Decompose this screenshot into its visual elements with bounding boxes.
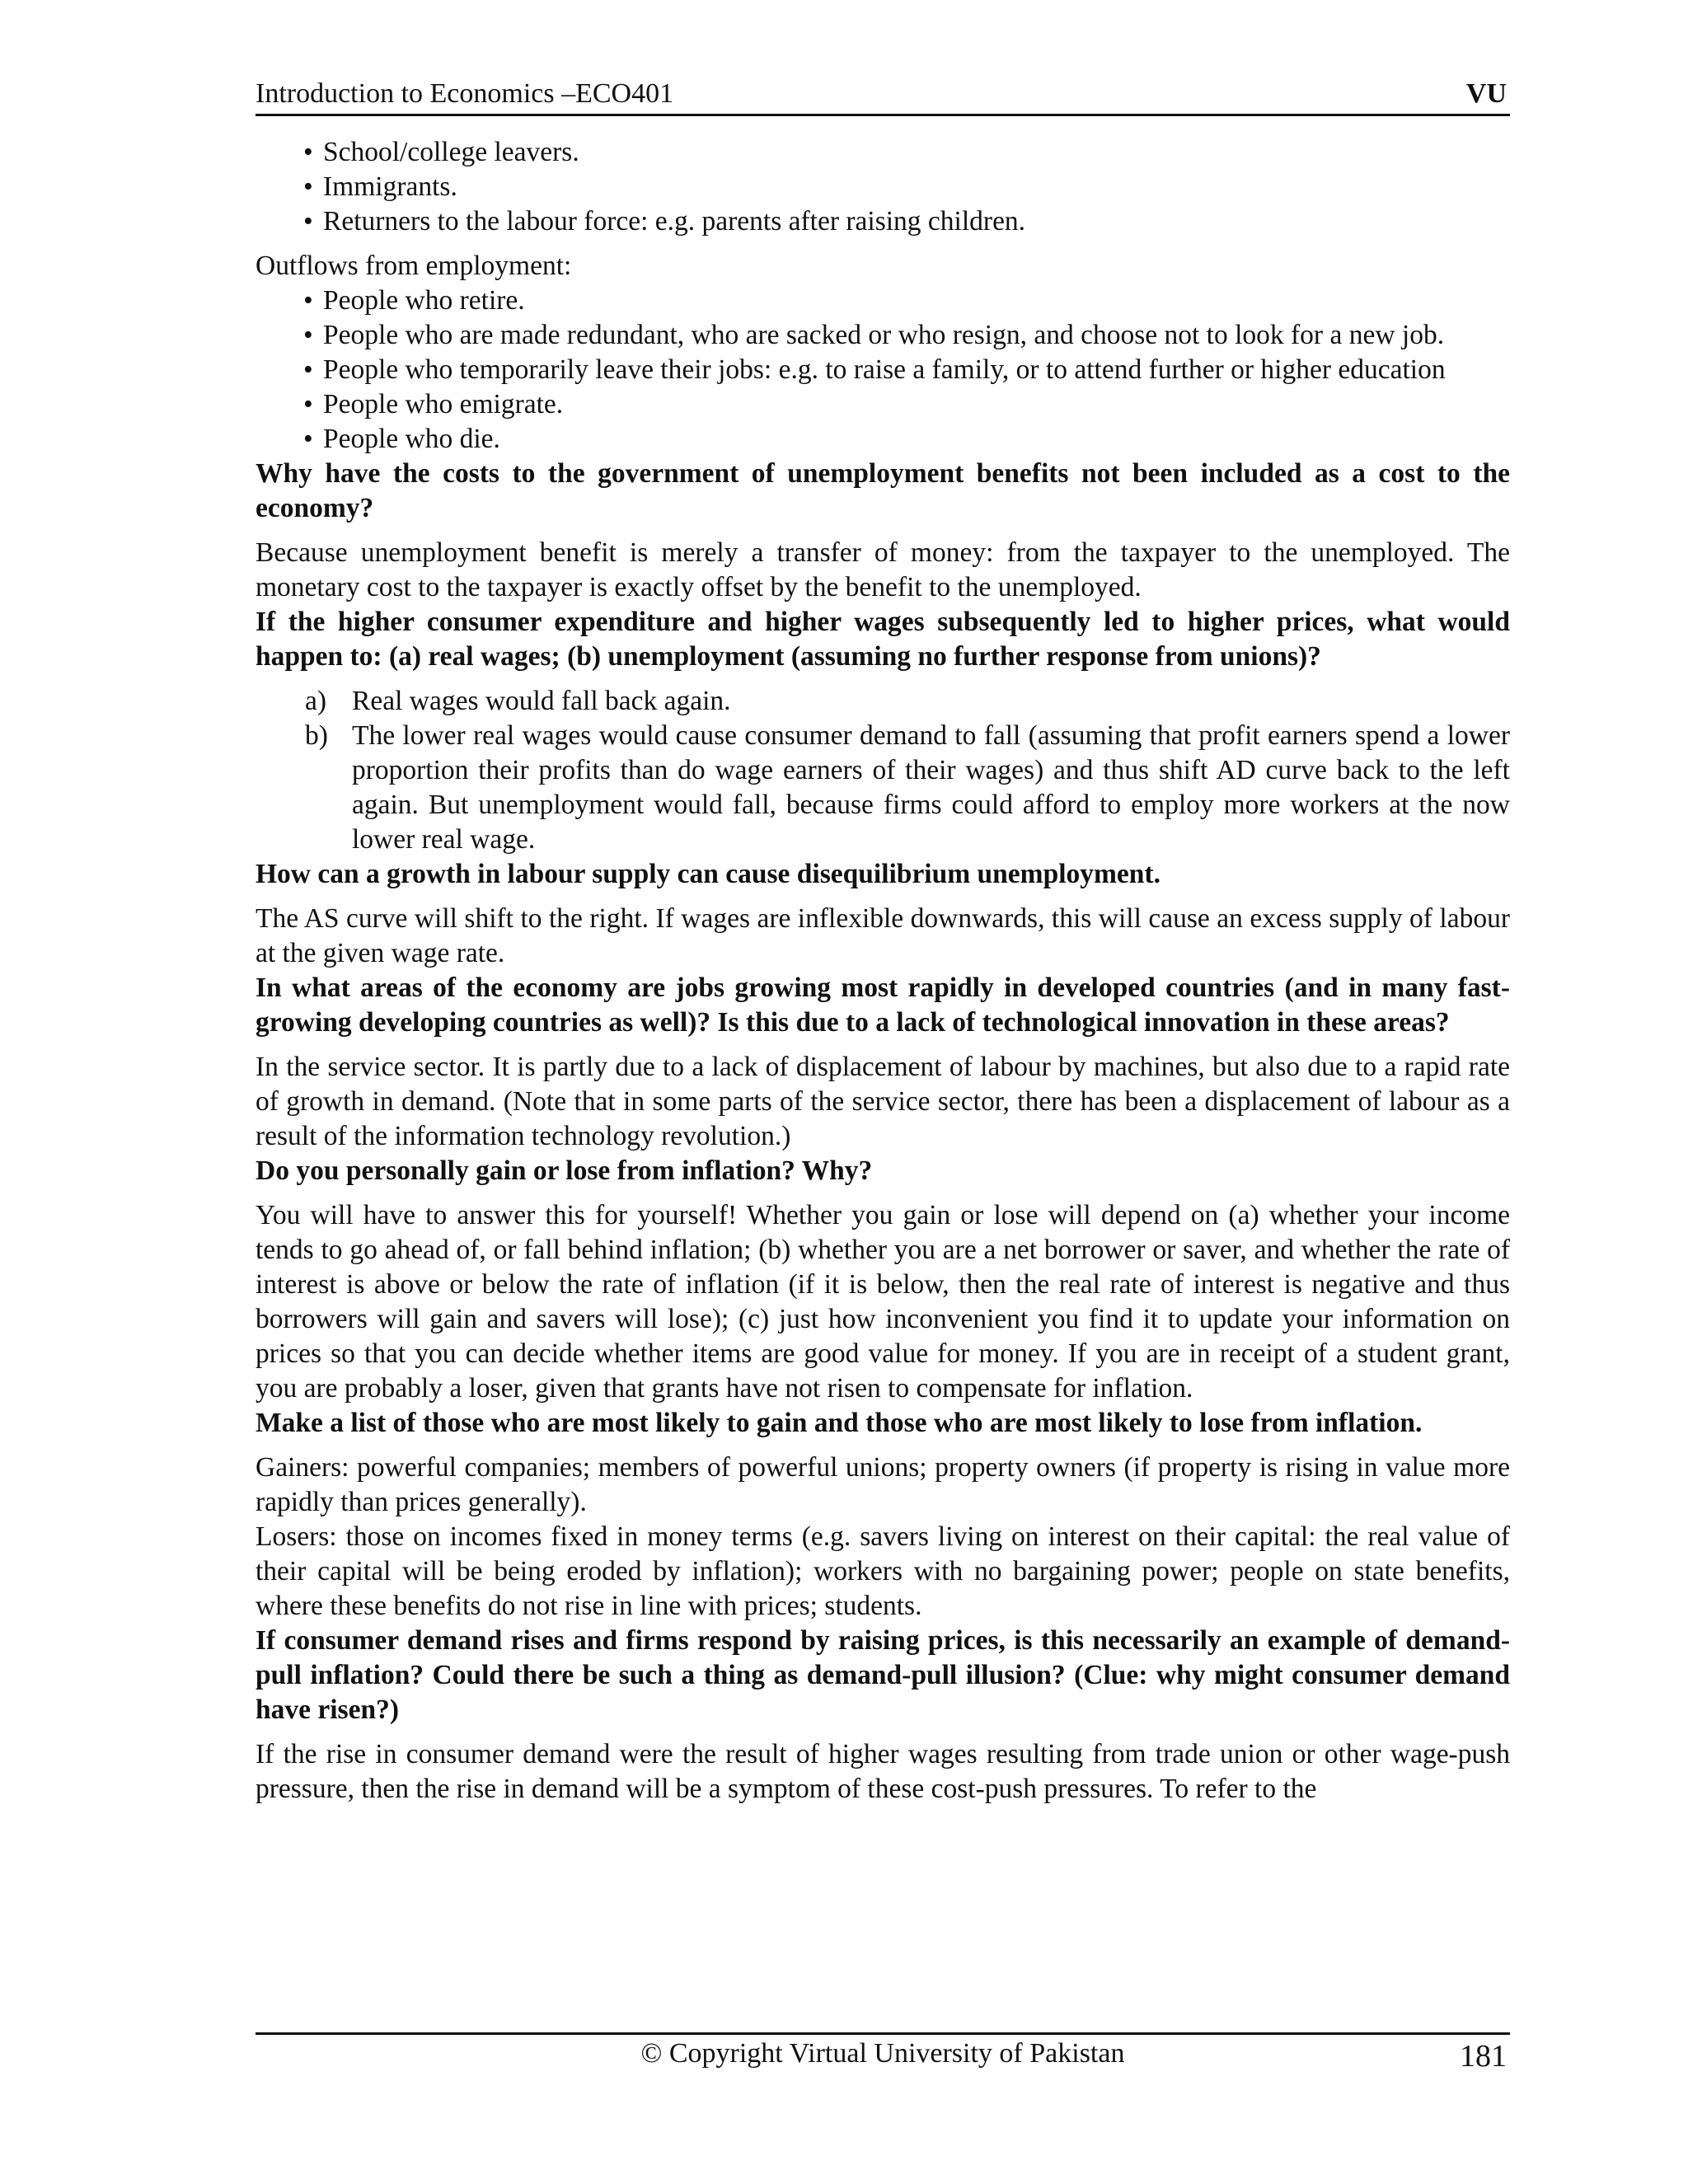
answer-paragraph: The AS curve will shift to the right. If wages are inflexible downwards, this will cause an excess supply of labour at the given wage rate. xyxy=(256,903,1510,968)
list-item: • People who retire. xyxy=(256,284,1510,318)
list-item: • People who die. xyxy=(256,422,1510,457)
list-item-text: The lower real wages would cause consumer demand to fall (assuming that profit earners spend a lower proportion their profits than do wage earners of their wages) and thus shift AD curve back to the left again. But unemployment would fall, because firms could afford to employ more workers at the now lower real wage. xyxy=(352,720,1510,855)
outflows-list xyxy=(256,284,1510,457)
document-page xyxy=(256,0,1510,2184)
list-item: • Returners to the labour force: e.g. parents after raising children. xyxy=(256,204,1510,239)
question-heading: How can a growth in labour supply can cause disequilibrium unemployment. xyxy=(256,859,1160,889)
university-logo-text: VU xyxy=(1465,78,1507,109)
answer-paragraph: You will have to answer this for yourself! Whether you gain or lose will depend on (a) whether your income tends to go ahead of, or fall behind inflation; (b) whether you are a net borrower or saver, and whether the rate of interest is above or below the rate of inflation (if it is below, then the real rate of interest is negative and thus borrowers will gain and savers will lose); (c) just how inconvenient you find it to update your information on prices so that you can decide whether items are good value for money. If you are in receipt of a student grant, you are probably a loser, given that grants have not risen to compensate for inflation. xyxy=(256,1200,1510,1404)
question-heading: If consumer demand rises and firms respond by raising prices, is this necessarily an example of demand-pull inflation? Could there be such a thing as demand-pull illusion? (Clue: why might consumer demand have risen?) xyxy=(256,1625,1510,1725)
list-marker: a) xyxy=(305,686,327,716)
list-item: • People who are made redundant, who are sacked or who resign, and choose not to look for a new job. xyxy=(256,318,1510,353)
list-item: • People who emigrate. xyxy=(256,387,1510,422)
question-heading: Why have the costs to the government of unemployment benefits not been included as a cost to the economy? xyxy=(256,458,1510,523)
gainers-paragraph: Gainers: powerful companies; members of powerful unions; property owners (if property is rising in value more rapidly than prices generally). xyxy=(256,1452,1510,1517)
page-number: 181 xyxy=(1460,2039,1507,2074)
inflows-list xyxy=(256,135,1510,239)
list-item-text: Real wages would fall back again. xyxy=(352,686,731,716)
question-heading: Make a list of those who are most likely to gain and those who are most likely to lose from inflation. xyxy=(256,1408,1423,1438)
copyright-notice: © Copyright Virtual University of Pakistan xyxy=(640,2038,1125,2069)
list-item xyxy=(256,719,1510,857)
list-item xyxy=(256,684,1510,719)
question-heading: Do you personally gain or lose from inflation? Why? xyxy=(256,1155,873,1186)
page-content xyxy=(256,135,1510,1807)
question-heading: In what areas of the economy are jobs growing most rapidly in developed countries (and in many fast-growing developing countries as well)? Is this due to a lack of technological innovation in these areas? xyxy=(256,972,1510,1038)
question-heading: If the higher consumer expenditure and higher wages subsequently led to higher prices, what would happen to: (a) real wages; (b) unemployment (assuming no further response from unions)? xyxy=(256,607,1510,672)
answer-list xyxy=(256,684,1510,857)
list-item: • School/college leavers. xyxy=(256,135,1510,170)
course-title: Introduction to Economics –ECO401 xyxy=(256,78,674,109)
losers-paragraph: Losers: those on incomes fixed in money terms (e.g. savers living on interest on their capital: the real value of their capital will be being eroded by inflation); workers with no bargaining power; people on state benefits, where these benefits do not rise in line with prices; students. xyxy=(256,1521,1510,1621)
page-header xyxy=(256,77,1510,116)
list-item: • People who temporarily leave their jobs: e.g. to raise a family, or to attend further or higher education xyxy=(256,353,1510,387)
list-marker: b) xyxy=(305,720,328,751)
answer-paragraph: If the rise in consumer demand were the result of higher wages resulting from trade union or other wage-push pressure, then the rise in demand will be a symptom of these cost-push pressures. To refer to the xyxy=(256,1739,1510,1804)
answer-paragraph: Because unemployment benefit is merely a transfer of money: from the taxpayer to the unemployed. The monetary cost to the taxpayer is exactly offset by the benefit to the unemployed. xyxy=(256,537,1510,602)
outflows-heading: Outflows from employment: xyxy=(256,251,572,281)
list-item: • Immigrants. xyxy=(256,170,1510,204)
page-footer xyxy=(256,2032,1510,2093)
answer-paragraph: In the service sector. It is partly due to a lack of displacement of labour by machines, but also due to a rapid rate of growth in demand. (Note that in some parts of the service sector, there has been a displacement of labour as a result of the information technology revolution.) xyxy=(256,1052,1510,1151)
